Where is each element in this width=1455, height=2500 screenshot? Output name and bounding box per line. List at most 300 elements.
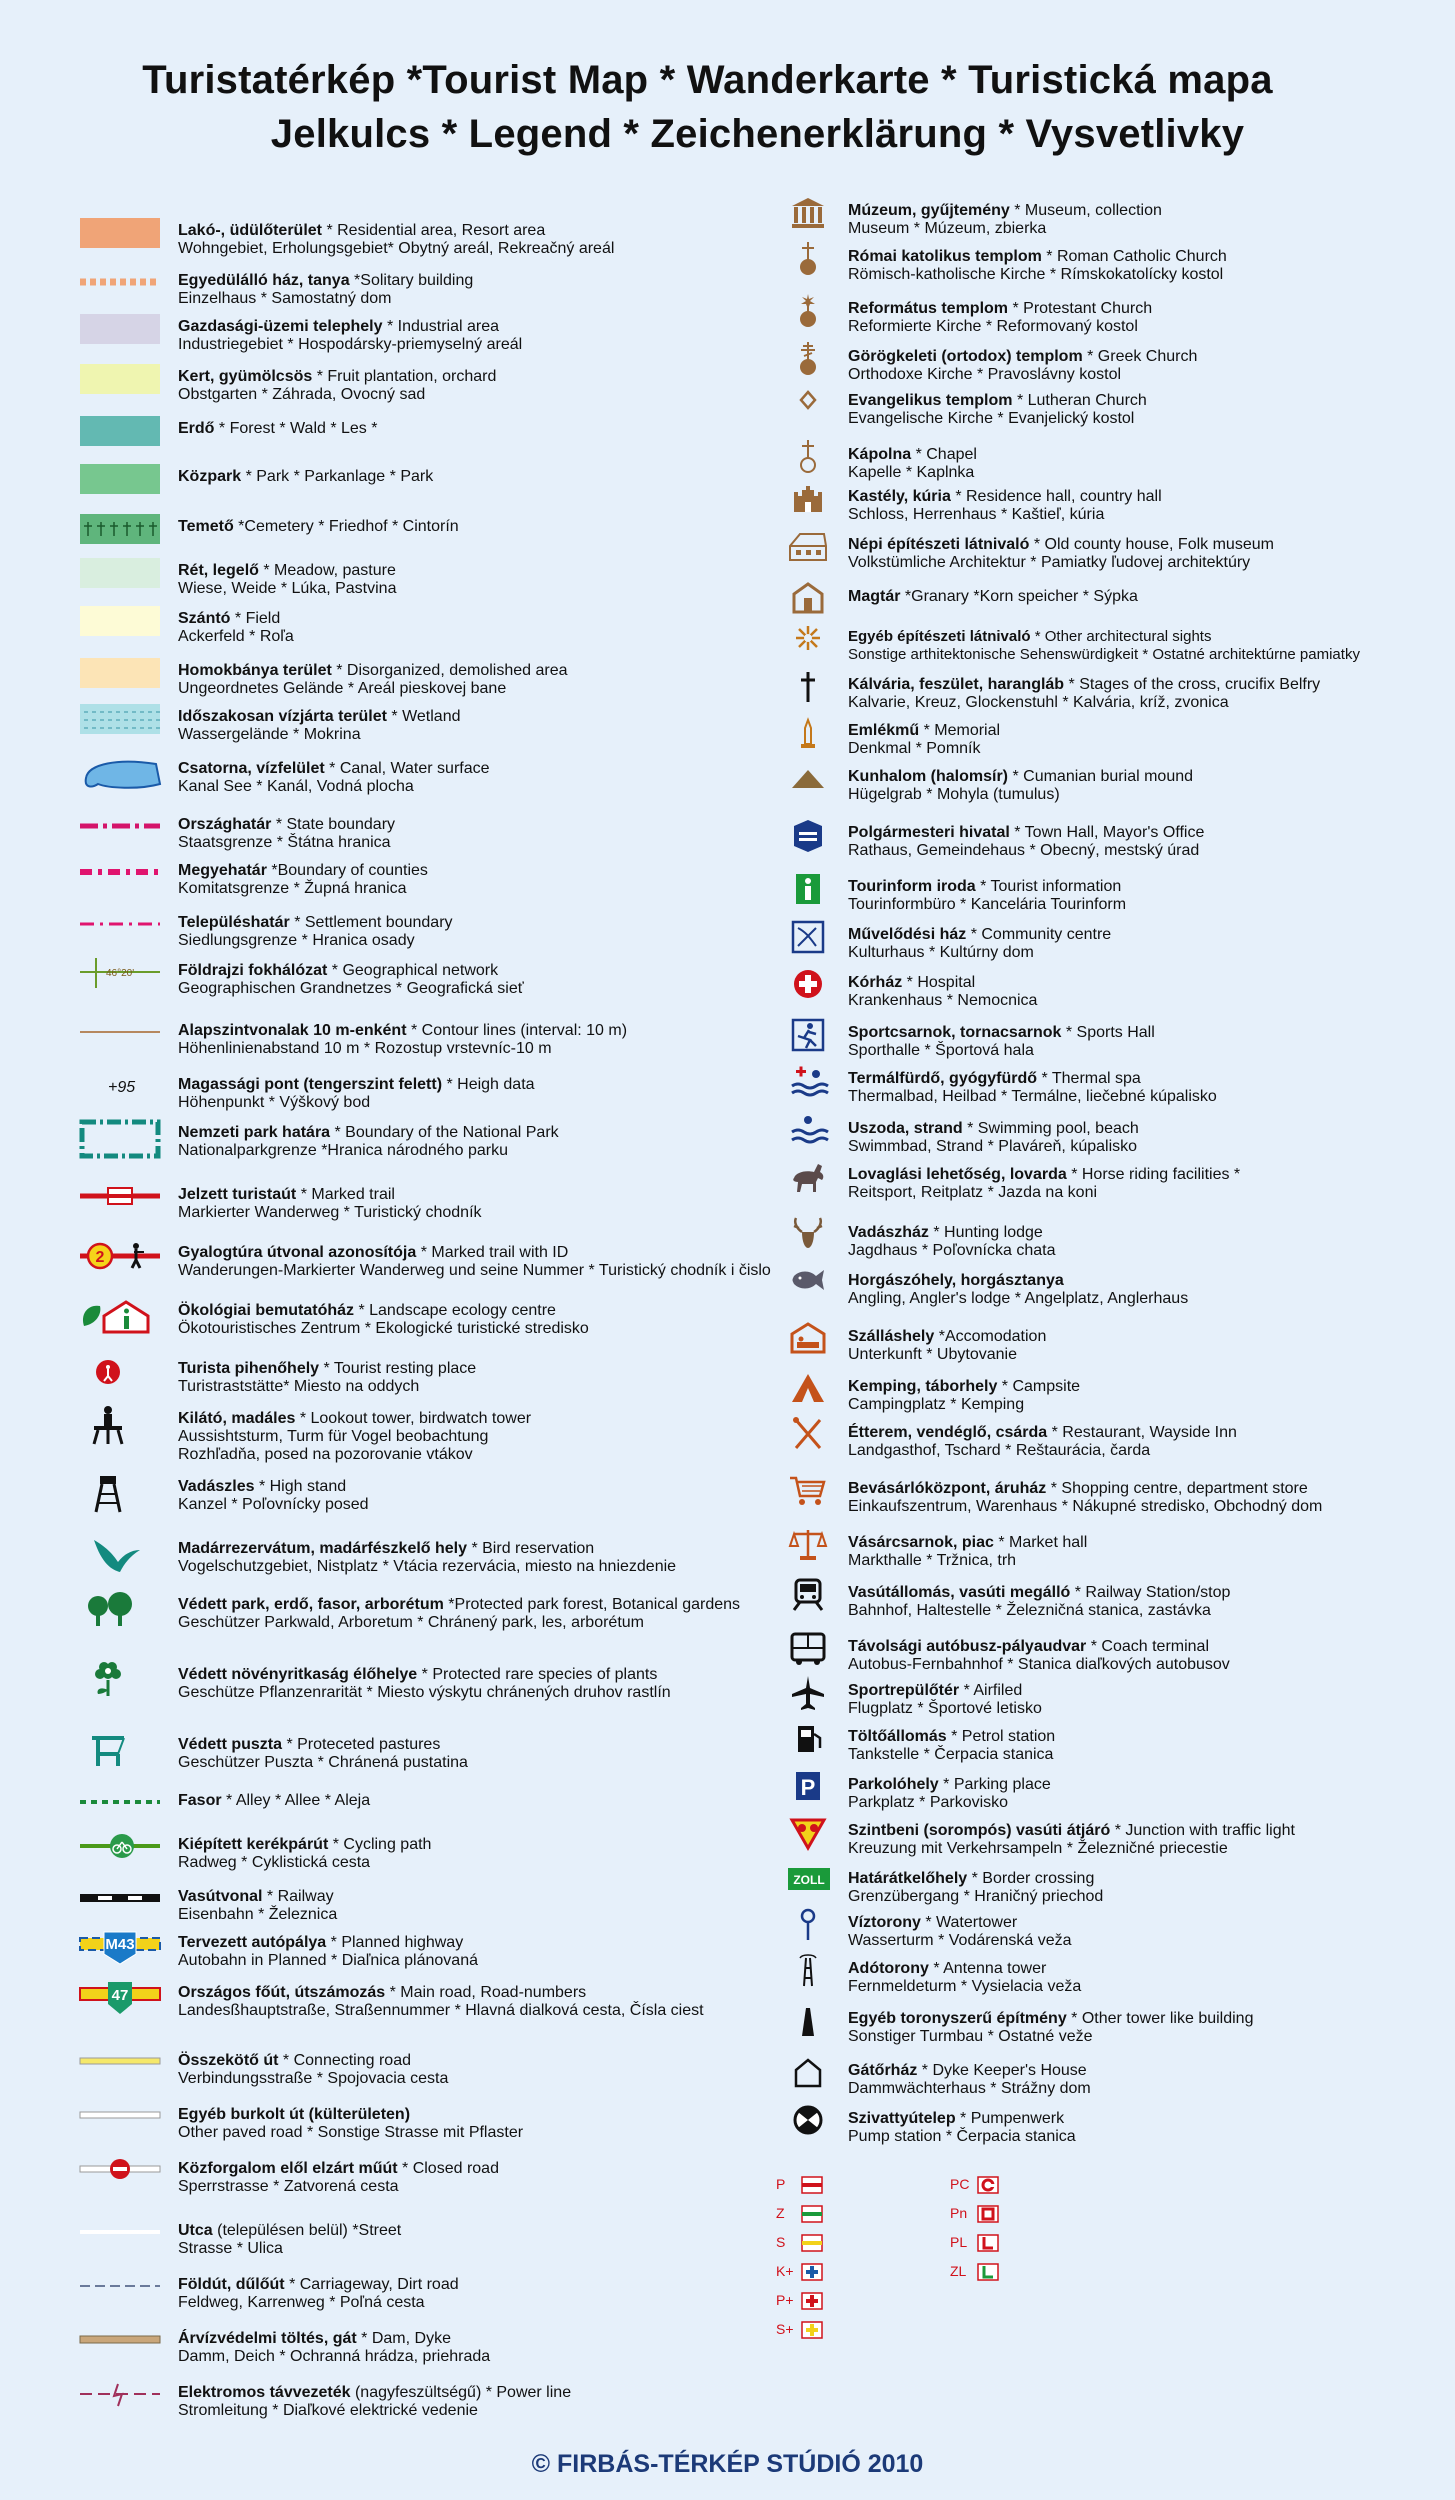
legend-item-secondary: Wassergelände * Mokrina	[178, 726, 361, 743]
legend-item-secondary: Radweg * Cyklistická cesta	[178, 1854, 371, 1871]
legend-item-primary	[178, 816, 395, 834]
catholic-church-icon	[788, 240, 828, 280]
legend-item-secondary: Sporthalle * Športová hala	[848, 1042, 1034, 1059]
field-swatch	[78, 604, 162, 644]
water-tower-icon	[788, 1906, 828, 1946]
legend-item-hungarian-label: Kórház	[848, 974, 903, 991]
legend-item-hungarian-label: Vadászház	[848, 1224, 929, 1241]
legend-item-hungarian-label: Népi építészeti látnivaló	[848, 536, 1030, 553]
legend-item-translation: * Town Hall, Mayor's Office	[1009, 824, 1205, 841]
railway-station-icon	[788, 1576, 828, 1616]
legend-item-hungarian-label: Horgászóhely, horgásztanya	[848, 1272, 1064, 1289]
trail-code-label: PC	[950, 2176, 970, 2192]
height-point-label: +95	[108, 1079, 136, 1096]
legend-item-hungarian-label: Erdő	[178, 420, 215, 437]
cycling-path-symbol	[78, 1830, 162, 1870]
legend-item-secondary: Ungeordnetes Gelände * Areál pieskovej bane	[178, 680, 507, 697]
legend-item-text	[848, 2062, 1091, 2098]
legend-item-text	[178, 1984, 704, 2020]
map-title: Turistatérkép *Tourist Map * Wanderkarte * Turistická mapa	[142, 58, 1273, 102]
legend-item-translation: * Alley * Allee * Aleja	[221, 1792, 371, 1809]
legend-item-secondary: Komitatsgrenze * Župná hranica	[178, 880, 407, 897]
sand-pit-swatch	[78, 656, 162, 696]
legend-item-hungarian-label: Nemzeti park határa	[178, 1124, 331, 1141]
national-park-boundary-symbol	[78, 1118, 162, 1158]
legend-item-primary	[178, 1478, 369, 1496]
industrial-area-swatch	[78, 312, 162, 352]
legend-item-primary	[848, 1584, 1230, 1602]
shopping-icon	[788, 1472, 828, 1512]
legend-item-primary	[178, 2052, 448, 2070]
legend-item-primary	[848, 628, 1360, 646]
trail-code-label: S+	[776, 2321, 794, 2337]
legend-item-text	[848, 1534, 1087, 1570]
legend-item-text	[848, 1424, 1237, 1460]
legend-item-text	[178, 468, 433, 486]
legend-item-secondary: Fernmeldeturm * Vysielacia veža	[848, 1978, 1082, 1995]
high-stand-icon	[78, 1472, 162, 1512]
legend-item-translation: *Accomodation	[934, 1328, 1047, 1345]
legend-item-secondary: Damm, Deich * Ochranná hrádza, priehrada	[178, 2348, 491, 2365]
legend-item-text	[848, 1584, 1230, 1620]
legend-item-text	[178, 1540, 676, 1576]
legend-item-hungarian-label: Védett park, erdő, fasor, arborétum	[178, 1596, 444, 1613]
campsite-icon	[788, 1370, 828, 1410]
legend-item-translation: * Meadow, pasture	[258, 562, 396, 579]
legend-item-secondary: Sperrstrasse * Zatvorená cesta	[178, 2178, 399, 2195]
legend-item-primary	[848, 2062, 1091, 2080]
legend-item-hungarian-label: Védett növényritkaság élőhelye	[178, 1666, 418, 1683]
legend-item-hungarian-label: Összekötő út	[178, 2052, 279, 2069]
parking-icon	[788, 1768, 828, 1808]
parking-letter: P	[800, 1775, 816, 1800]
legend-item-hungarian-label: Tervezett autópálya	[178, 1934, 327, 1951]
legend-item-hungarian-label: Országos főút, útszámozás	[178, 1984, 386, 2001]
legend-item-text	[178, 1934, 478, 1970]
legend-item-hungarian-label: Vadászles	[178, 1478, 255, 1495]
legend-item-hungarian-label: Alapszintvonalak 10 m-enként	[178, 1022, 407, 1039]
legend-item-hungarian-label: Árvízvédelmi töltés, gát	[178, 2330, 357, 2347]
legend-item-hungarian-label: Távolsági autóbusz-pályaudvar	[848, 1638, 1087, 1655]
legend-item-primary	[848, 248, 1227, 266]
legend-item-primary	[848, 536, 1274, 554]
legend-item-text	[848, 1224, 1055, 1260]
antenna-tower-icon	[788, 1952, 828, 1992]
legend-item-primary	[178, 1934, 478, 1952]
legend-item-primary	[848, 1682, 1042, 1700]
trail-code-icon	[798, 2321, 823, 2337]
trail-code-icon	[974, 2205, 999, 2221]
swimming-pool-icon	[788, 1112, 828, 1152]
geographic-grid-symbol	[78, 956, 162, 996]
legend-item-primary	[848, 1424, 1237, 1442]
legend-item-secondary: Autobahn in Planned * Diaľnica plánovaná	[178, 1952, 478, 1969]
dyke-keeper-house-icon	[788, 2054, 828, 2094]
legend-item-hungarian-label: Lovaglási lehetőség, lovarda	[848, 1166, 1067, 1183]
legend-item-text	[178, 1888, 337, 1924]
horse-riding-icon	[788, 1158, 828, 1198]
legend-item-primary	[848, 1272, 1188, 1290]
legend-item-text	[848, 1328, 1046, 1364]
marked-trail-symbol	[78, 1180, 162, 1220]
legend-item-primary	[848, 1480, 1322, 1498]
legend-item-translation: * Main road, Road-numbers	[385, 1984, 587, 2001]
market-icon	[788, 1526, 828, 1566]
legend-item-secondary: Thermalbad, Heilbad * Termálne, liečebné kúpalisko	[848, 1088, 1217, 1105]
legend-item-primary	[848, 1378, 1080, 1396]
pump-station-icon	[788, 2102, 828, 2142]
bus-terminal-icon	[788, 1630, 828, 1670]
wetland-swatch	[78, 702, 162, 742]
legend-item-primary	[848, 392, 1147, 410]
legend-item-translation: (nagyfeszültségű) * Power line	[350, 2384, 572, 2401]
legend-item-translation: * Thermal spa	[1037, 1070, 1141, 1087]
protected-park-icon	[78, 1590, 162, 1630]
legend-item-translation: * Airfiled	[959, 1682, 1023, 1699]
accommodation-icon	[788, 1320, 828, 1360]
legend-item-hungarian-label: Vásárcsarnok, piac	[848, 1534, 994, 1551]
granary-icon	[788, 580, 828, 620]
legend-item-translation: * Boundary of the National Park	[330, 1124, 559, 1141]
legend-item-secondary: Aussishtsturm, Turm für Vogel beobachtung	[178, 1428, 489, 1445]
trail-code-icon	[974, 2176, 999, 2192]
thermal-spa-icon	[788, 1062, 828, 1102]
legend-item-hungarian-label: Kálvária, feszület, harangláb	[848, 676, 1065, 693]
legend-item-text	[848, 2010, 1253, 2046]
legend-item-hungarian-label: Töltőállomás	[848, 1728, 947, 1745]
legend-item-primary	[178, 1410, 531, 1428]
town-hall-icon	[788, 816, 828, 856]
legend-item-text	[848, 1822, 1295, 1858]
legend-item-secondary: Kanal See * Kanál, Vodná plocha	[178, 778, 414, 795]
legend-item-secondary: Turistraststätte* Miesto na oddych	[178, 1378, 420, 1395]
county-boundary-line	[78, 856, 162, 896]
legend-item-primary	[178, 708, 461, 726]
legend-item-translation: * Roman Catholic Church	[1041, 248, 1227, 265]
legend-item-hungarian-label: Megyehatár	[178, 862, 267, 879]
legend-item-text	[178, 1736, 468, 1772]
legend-item-text	[178, 760, 490, 796]
legend-item-secondary: Verbindungsstraße * Spojovacia cesta	[178, 2070, 449, 2087]
legend-item-text	[178, 1360, 476, 1396]
legend-item-translation: * Contour lines (interval: 10 m)	[406, 1022, 628, 1039]
trail-code-icon	[798, 2176, 823, 2192]
legend-item-secondary: Kalvarie, Kreuz, Glockenstuhl * Kalvária, kríž, zvonica	[848, 694, 1229, 711]
legend-item-text	[178, 1792, 370, 1810]
legend-item-hungarian-label: Egyéb toronyszerű építmény	[848, 2010, 1067, 2027]
legend-item-hungarian-label: Magassági pont (tengerszint felett)	[178, 1076, 443, 1093]
forest-swatch	[78, 414, 162, 454]
legend-item-hungarian-label: Rét, legelő	[178, 562, 259, 579]
legend-item-hungarian-label: Ökológiai bemutatóház	[178, 1302, 355, 1319]
legend-item-translation: * Horse riding facilities *	[1066, 1166, 1241, 1183]
legend-item-text	[178, 962, 524, 998]
legend-item-text	[178, 662, 568, 698]
legend-item-text	[178, 1836, 431, 1872]
legend-item-hungarian-label: Időszakosan vízjárta terület	[178, 708, 387, 725]
legend-item-translation: * Old county house, Folk museum	[1029, 536, 1274, 553]
legend-item-secondary: Autobus-Fernbahnhof * Stanica diaľkových autobusov	[848, 1656, 1230, 1673]
legend-item-text	[848, 722, 1000, 758]
legend-item-hungarian-label: Görögkeleti (ortodox) templom	[848, 348, 1083, 365]
legend-item-translation: * Canal, Water surface	[324, 760, 490, 777]
legend-item-translation: * Railway	[262, 1888, 334, 1905]
alley-line	[78, 1786, 162, 1826]
legend-item-primary	[848, 1224, 1055, 1242]
legend-item-hungarian-label: Temető	[178, 518, 234, 535]
legend-item-secondary: Geschützer Puszta * Chránená pustatina	[178, 1754, 468, 1771]
legend-item-translation: * Tourist information	[975, 878, 1122, 895]
legend-item-translation: * High stand	[254, 1478, 347, 1495]
legend-item-text	[848, 1682, 1042, 1718]
legend-item-hungarian-label: Emlékmű	[848, 722, 920, 739]
legend-item-secondary: Feldweg, Karrenweg * Poľná cesta	[178, 2294, 425, 2311]
legend-item-hungarian-label: Madárrezervátum, madárfészkelő hely	[178, 1540, 468, 1557]
legend-item-hungarian-label: Sportrepülőtér	[848, 1682, 960, 1699]
main-road-symbol	[78, 1978, 162, 2018]
legend-item-primary	[848, 1960, 1081, 1978]
legend-item-secondary: Tankstelle * Čerpacia stanica	[848, 1746, 1054, 1763]
legend-item-translation: * Greek Church	[1082, 348, 1198, 365]
legend-item-translation: * State boundary	[271, 816, 396, 833]
hospital-icon	[788, 966, 828, 1006]
legend-item-text	[848, 202, 1162, 238]
legend-item-tertiary: Rozhľadňa, posed na pozorovanie vtákov	[178, 1446, 473, 1463]
legend-item-hungarian-label: Római katolikus templom	[848, 248, 1042, 265]
legend-item-translation: * Park * Parkanlage * Park	[241, 468, 434, 485]
legend-item-translation: * Hunting lodge	[928, 1224, 1043, 1241]
legend-item-secondary: Swimmbad, Strand * Plaváreň, kúpalisko	[848, 1138, 1138, 1155]
legend-item-text	[178, 1076, 535, 1112]
legend-item-hungarian-label: Jelzett turistaút	[178, 1186, 297, 1203]
legend-item-translation: * Wetland	[386, 708, 461, 725]
hunting-lodge-icon	[788, 1216, 828, 1256]
legend-item-translation: * Restaurant, Wayside Inn	[1047, 1424, 1237, 1441]
legend-item-translation: * Disorganized, demolished area	[331, 662, 568, 679]
legend-item-primary	[848, 300, 1152, 318]
legend-item-translation: * Residence hall, country hall	[950, 488, 1162, 505]
legend-item-text	[848, 768, 1193, 804]
legend-item-translation: * Dam, Dyke	[356, 2330, 451, 2347]
legend-item-translation: * Market hall	[993, 1534, 1088, 1551]
trail-code-symbol	[776, 2176, 823, 2194]
legend-item-text	[848, 1638, 1230, 1674]
legend-item-secondary: Reitsport, Reitplatz * Jazda na koni	[848, 1184, 1098, 1201]
legend-item-primary	[178, 1666, 671, 1684]
legend-item-secondary: Kreuzung mit Verkehrsampeln * Železničné priecestie	[848, 1840, 1228, 1857]
legend-item-primary	[178, 1792, 370, 1810]
legend-item-text	[178, 1478, 369, 1514]
legend-item-translation: * Residential area, Resort area	[322, 222, 546, 239]
legend-item-text	[848, 1960, 1081, 1996]
legend-item-hungarian-label: Utca	[178, 2222, 213, 2239]
legend-item-translation: * Connecting road	[278, 2052, 411, 2069]
legend-item-text	[178, 2330, 490, 2366]
legend-item-translation: * Field	[230, 610, 281, 627]
legend-item-secondary: Angling, Angler's lodge * Angelplatz, Anglerhaus	[848, 1290, 1189, 1307]
legend-item-primary	[178, 2384, 571, 2402]
trail-code-label: P	[776, 2176, 786, 2192]
legend-item-secondary: Geschützer Parkwald, Arboretum * Chránený park, les, arborétum	[178, 1614, 644, 1631]
legend-item-primary	[178, 914, 453, 932]
legend-item-primary	[178, 1836, 431, 1854]
resting-place-icon	[78, 1354, 162, 1394]
legend-item-primary	[178, 1022, 627, 1040]
legend-item-secondary: Strasse * Ulica	[178, 2240, 283, 2257]
lutheran-church-icon	[788, 384, 828, 424]
legend-item-secondary: Sonstige arthitektonische Sehenswürdigkeit * Ostatné architektúrne pamiatky	[848, 646, 1360, 663]
legend-item-text	[178, 2052, 448, 2088]
legend-item-translation: * Marked trail with ID	[416, 1244, 569, 1261]
trail-code-symbol	[776, 2321, 823, 2339]
eco-centre-icon	[78, 1296, 162, 1336]
legend-item-secondary: Landesßhauptstraße, Straßennummer * Hlavná dialková cesta, Čísla ciest	[178, 2002, 704, 2019]
legend-item-translation: * Closed road	[397, 2160, 499, 2177]
border-crossing-label: ZOLL	[793, 1873, 825, 1887]
trail-id-symbol	[78, 1238, 162, 1278]
street-line	[78, 2216, 162, 2256]
legend-item-secondary: Volkstümliche Architektur * Pamiatky ľudovej architektúry	[848, 554, 1251, 571]
legend-item-primary	[178, 1736, 468, 1754]
closed-road-symbol	[78, 2154, 162, 2194]
legend-item-secondary: Höhenlinienabstand 10 m * Rozostup vrstevníc-10 m	[178, 1040, 552, 1057]
legend-item-secondary: Obstgarten * Záhrada, Ovocný sad	[178, 386, 426, 403]
legend-item-translation: * Sports Hall	[1061, 1024, 1155, 1041]
community-centre-icon	[788, 918, 828, 958]
legend-item-primary	[848, 1776, 1051, 1794]
legend-item-text	[178, 1124, 559, 1160]
orthodox-church-icon	[788, 340, 828, 380]
legend-item-primary	[178, 1076, 535, 1094]
legend-item-translation: * Hospital	[902, 974, 976, 991]
legend-item-hungarian-label: Védett puszta	[178, 1736, 283, 1753]
legend-item-secondary: Wanderungen-Markierter Wanderweg und seine Nummer * Turistický chodník i čislo	[178, 1262, 771, 1279]
legend-item-primary	[178, 760, 490, 778]
legend-item-primary	[178, 222, 614, 240]
trail-id-number: 2	[95, 1249, 105, 1266]
legend-item-primary	[178, 862, 428, 880]
road-number: 47	[111, 1987, 129, 2004]
legend-item-text	[178, 420, 377, 438]
legend-item-secondary: Denkmal * Pomník	[848, 740, 981, 757]
legend-item-translation: * Bird reservation	[467, 1540, 595, 1557]
chapel-icon	[788, 438, 828, 478]
folk-house-icon	[788, 528, 828, 568]
legend-item-primary	[848, 1024, 1155, 1042]
legend-item-translation: * Proteceted pastures	[282, 1736, 441, 1753]
legend-item-translation: * Museum, collection	[1009, 202, 1162, 219]
legend-item-secondary: Orthodoxe Kirche * Pravoslávny kostol	[848, 366, 1122, 383]
legend-item-secondary: Höhenpunkt * Výškový bod	[178, 1094, 371, 1111]
legend-item-hungarian-label: Kert, gyümölcsös	[178, 368, 313, 385]
legend-item-hungarian-label: Lakó-, üdülőterület	[178, 222, 322, 239]
legend-item-primary	[848, 974, 1037, 992]
legend-item-hungarian-label: Földrajzi fokhálózat	[178, 962, 328, 979]
legend-item-translation: * Community centre	[966, 926, 1112, 943]
legend-item-hungarian-label: Gyalogtúra útvonal azonosítója	[178, 1244, 417, 1261]
legend-item-text	[848, 1728, 1055, 1764]
legend-item-secondary: Parkplatz * Parkovisko	[848, 1794, 1009, 1811]
legend-item-secondary: Dammwächterhaus * Strážny dom	[848, 2080, 1091, 2097]
legend-item-primary	[178, 518, 459, 536]
legend-item-text	[848, 1272, 1188, 1308]
legend-item-text	[178, 318, 522, 354]
legend-item-text	[178, 1596, 740, 1632]
airfield-icon	[788, 1674, 828, 1714]
legend-item-secondary: Eisenbahn * Železnica	[178, 1906, 338, 1923]
legend-item-text	[848, 1378, 1080, 1414]
legend-item-hungarian-label: Evangelikus templom	[848, 392, 1013, 409]
legend-item-primary	[178, 2330, 490, 2348]
legend-item-secondary: Reformierte Kirche * Reformovaný kostol	[848, 318, 1138, 335]
legend-item-translation: * Swimming pool, beach	[962, 1120, 1139, 1137]
legend-item-hungarian-label: Kiépített kerékpárút	[178, 1836, 329, 1853]
legend-item-hungarian-label: Vasútvonal	[178, 1888, 263, 1905]
legend-item-text	[848, 1480, 1322, 1516]
legend-item-hungarian-label: Étterem, vendéglő, csárda	[848, 1424, 1048, 1441]
legend-item-primary	[848, 1870, 1103, 1888]
legend-item-primary	[178, 1124, 559, 1142]
legend-item-primary	[178, 1186, 482, 1204]
residential-area-swatch	[78, 216, 162, 256]
legend-item-translation: * Marked trail	[296, 1186, 395, 1203]
legend-item-hungarian-label: Kunhalom (halomsír)	[848, 768, 1009, 785]
restaurant-icon	[788, 1416, 828, 1456]
legend-item-translation: *Cemetery * Friedhof * Cintorín	[233, 518, 459, 535]
legend-item-secondary: Nationalparkgrenze *Hranica národného parku	[178, 1142, 508, 1159]
legend-item-text	[178, 914, 453, 950]
legend-item-primary	[848, 1120, 1139, 1138]
legend-item-hungarian-label: Határátkelőhely	[848, 1870, 968, 1887]
legend-item-secondary: Krankenhaus * Nemocnica	[848, 992, 1038, 1009]
legend-item-secondary: Wasserturm * Vodárenská veža	[848, 1932, 1072, 1949]
legend-item-translation: * Landscape ecology centre	[354, 1302, 556, 1319]
legend-item-translation: * Pumpenwerk	[955, 2110, 1065, 2127]
legend-item-translation: * Railway Station/stop	[1070, 1584, 1231, 1601]
tourist-info-icon	[788, 870, 828, 910]
legend-item-translation: * Carriageway, Dirt road	[284, 2276, 459, 2293]
legend-item-translation: * Cycling path	[328, 1836, 432, 1853]
legend-item-translation: *Solitary building	[349, 272, 474, 289]
legend-item-hungarian-label: Szántó	[178, 610, 231, 627]
legend-item-text	[848, 446, 977, 482]
legend-item-text	[848, 348, 1197, 384]
legend-item-text	[848, 1870, 1103, 1906]
contour-line	[78, 1016, 162, 1056]
legend-item-text	[848, 628, 1360, 664]
legend-item-hungarian-label: Szivattyútelep	[848, 2110, 956, 2127]
legend-item-hungarian-label: Elektromos távvezeték	[178, 2384, 351, 2401]
legend-item-secondary: Landgasthof, Tschard * Reštaurácia, čarda	[848, 1442, 1151, 1459]
legend-item-secondary: Markthalle * Tržnica, trh	[848, 1552, 1017, 1569]
legend-item-secondary: Flugplatz * Športové letisko	[848, 1700, 1042, 1717]
trail-code-label: PL	[950, 2234, 968, 2250]
legend-item-primary	[848, 2110, 1076, 2128]
legend-item-text	[848, 974, 1037, 1010]
legend-item-primary	[178, 1360, 476, 1378]
legend-item-text	[848, 248, 1227, 284]
legend-item-hungarian-label: Egyéb burkolt út (külterületen)	[178, 2106, 411, 2123]
legend-item-translation: * Chapel	[911, 446, 977, 463]
legend-item-translation: * Parking place	[938, 1776, 1051, 1793]
legend-item-primary	[848, 488, 1162, 506]
legend-item-text	[848, 1914, 1072, 1950]
legend-item-translation: * Campsite	[997, 1378, 1081, 1395]
legend-item-text	[848, 824, 1204, 860]
cemetery-swatch	[78, 512, 162, 552]
legend-item-secondary: Hügelgrab * Mohyla (tumulus)	[848, 786, 1060, 803]
legend-item-hungarian-label: Országhatár	[178, 816, 272, 833]
